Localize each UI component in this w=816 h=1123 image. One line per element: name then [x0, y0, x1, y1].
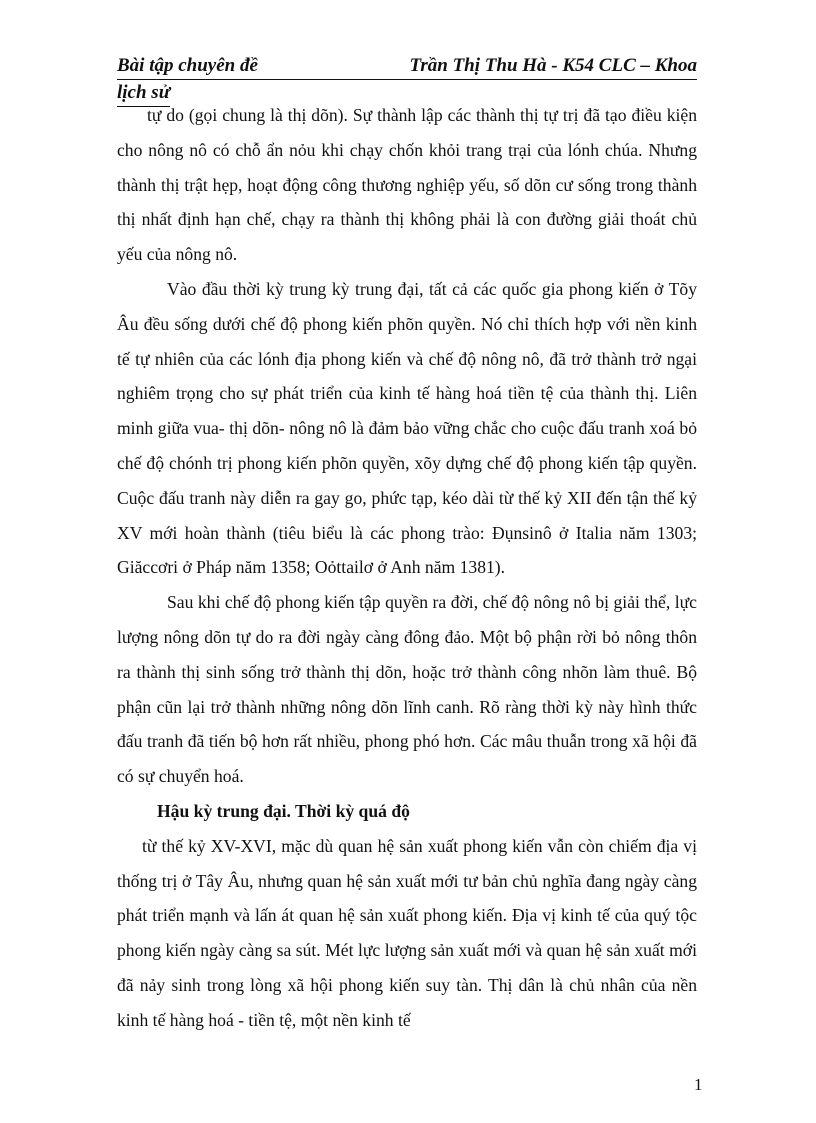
page-number: 1 [694, 1075, 703, 1094]
section-heading: Hậu kỳ trung đại. Thời kỳ quá độ [157, 800, 410, 821]
paragraph: Vào đầu thời kỳ trung kỳ trung đại, tất cả các quốc gia phong kiến ở Tõy Âu đều sống dưới chế độ phong kiến phõn quyền. Nó chỉ thích hợp với nền kinh tế tự nhiên của các lónh địa phong kiến và chế độ nông nô, đã trở thành trở ngại nghiêm trọng cho sự phát triển của kinh tế hàng hoá tiền tệ của thành thị. Liên minh giữa vua- thị dõn- nông nô là đảm bảo vững chắc cho cuộc đấu tranh xoá bỏ chế độ chónh trị phong kiến phõn quyền, xõy dựng chế độ phong kiến tập quyền. Cuộc đấu tranh này diễn ra gay go, phức tạp, kéo dài từ thế kỷ XII đến tận thế kỷ XV mới hoàn thành (tiêu biểu là các phong trào: Đụnsinô ở Italia năm 1303; Giăccơri ở Pháp năm 1358; Oỏttailơ ở Anh năm 1381). [117, 278, 697, 578]
paragraph-continued: tự do (gọi chung là thị dõn). Sự thành lập các thành thị tự trị đã tạo điều kiện cho nông nô có chỗ ẩn nỏu khi chạy chốn khỏi trang trại của lónh chúa. Nhưng thành thị trật hẹp, hoạt động công thương nghiệp yếu, số dõn cư sống trong thành thị nhất định hạn chế, chạy ra thành thị không phải là con đường giải thoát chủ yếu của nông nô. [117, 105, 697, 265]
header-course-title: Bài tập chuyên đề [117, 55, 258, 76]
header-author: Trần Thị Thu Hà - K54 CLC – Khoa [409, 55, 697, 76]
header-department: lịch sử [117, 80, 170, 107]
paragraph: từ thế kỷ XV-XVI, mặc dù quan hệ sản xuất phong kiến vẫn còn chiếm địa vị thống trị ở Tây Âu, nhưng quan hệ sản xuất mới tư bản chủ nghĩa đang ngày càng phát triển mạnh và lấn át quan hệ sản xuất phong kiến. Địa vị kinh tế của quý tộc phong kiến ngày càng sa sút. Mét lực lượng sản xuất mới và quan hệ sản xuất mới đã nảy sinh trong lòng xã hội phong kiến suy tàn. Thị dân là chủ nhân của nền kinh tế hàng hoá - tiền tệ, một nền kinh tế [117, 835, 697, 1030]
document-body [117, 98, 697, 1038]
header-row [117, 53, 697, 80]
paragraph: Sau khi chế độ phong kiến tập quyền ra đời, chế độ nông nô bị giải thể, lực lượng nông dõn tự do ra đời ngày càng đông đảo. Một bộ phận rời bỏ nông thôn ra thành thị sinh sống trở thành thị dõn, hoặc trở thành công nhõn làm thuê. Bộ phận cũn lại trở thành những nông dõn lĩnh canh. Rõ ràng thời kỳ này hình thức đấu tranh đã tiến bộ hơn rất nhiều, phong phó hơn. Các mâu thuẫn trong xã hội đã có sự chuyển hoá. [117, 592, 697, 787]
